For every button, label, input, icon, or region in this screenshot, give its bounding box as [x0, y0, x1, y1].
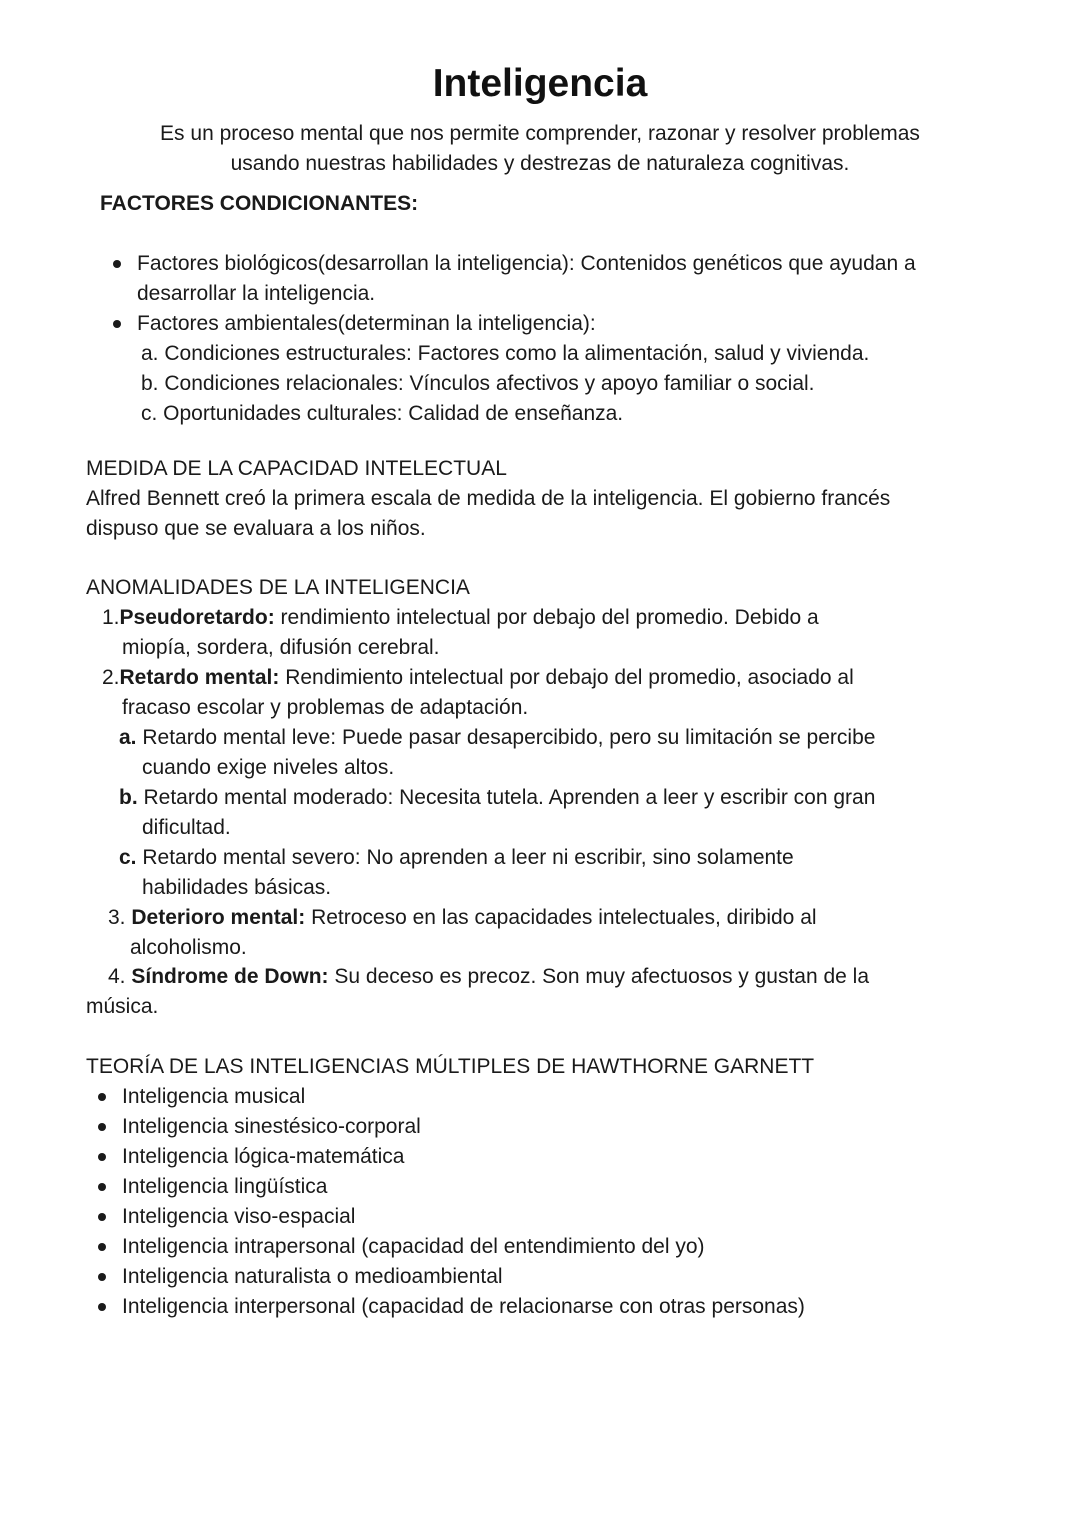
item-text: Retroceso en las capacidades intelectuales, diribido al [305, 906, 817, 929]
factor-ambiental [137, 309, 596, 339]
teoria-heading: TEORÍA DE LAS INTELIGENCIAS MÚLTIPLES DE HAWTHORNE GARNETT [86, 1055, 815, 1078]
factor-biologico-cont: desarrollar la inteligencia. [137, 282, 376, 305]
medida-heading: MEDIDA DE LA CAPACIDAD INTELECTUAL [86, 457, 507, 480]
medida-line: dispuso que se evaluara a los niños. [86, 517, 426, 540]
sub-item-b: b. Condiciones relacionales: Vínculos afectivos y apoyo familiar o social. [141, 372, 815, 395]
bullet-item: Inteligencia naturalista o medioambiental [122, 1262, 503, 1292]
anomalia-item-2 [102, 663, 854, 693]
bullet-item: Inteligencia intrapersonal (capacidad del entendimiento del yo) [122, 1232, 705, 1262]
anomalia-item-1-cont: miopía, sordera, difusión cerebral. [122, 636, 440, 659]
item-term: Retardo mental: [119, 666, 280, 689]
retardo-leve [119, 723, 875, 753]
sub-label: c. [119, 846, 137, 869]
item-number: 1. [102, 606, 120, 629]
page-title: Inteligencia [432, 62, 648, 105]
anomalias-heading: ANOMALIDADES DE LA INTELIGENCIA [86, 576, 470, 599]
retardo-moderado-cont: dificultad. [142, 816, 231, 839]
sub-item-a: a. Condiciones estructurales: Factores como la alimentación, salud y vivienda. [141, 342, 870, 365]
bullet-item: Inteligencia musical [122, 1082, 305, 1112]
bullet-item: Inteligencia lingüística [122, 1172, 327, 1202]
list-item [122, 1082, 305, 1112]
factor-biologico [137, 249, 916, 279]
item-number: 2. [102, 666, 120, 689]
bullet-item: Inteligencia interpersonal (capacidad de relacionarse con otras personas) [122, 1292, 805, 1322]
sub-text: Retardo mental moderado: Necesita tutela. Aprenden a leer y escribir con gran [137, 786, 876, 809]
anomalia-item-4 [108, 962, 869, 992]
list-item [122, 1172, 327, 1202]
item-text: Rendimiento intelectual por debajo del promedio, asociado al [279, 666, 854, 689]
anomalia-item-4-cont: música. [86, 995, 159, 1018]
bullet-item: Inteligencia lógica-matemática [122, 1142, 404, 1172]
retardo-severo [119, 843, 794, 873]
intro-line: Es un proceso mental que nos permite comprender, razonar y resolver problemas [160, 122, 920, 145]
list-item [122, 1202, 355, 1232]
anomalia-item-2-cont: fracaso escolar y problemas de adaptación. [122, 696, 529, 719]
item-term: Síndrome de Down: [131, 965, 329, 988]
item-term: Deterioro mental: [131, 906, 306, 929]
item-text: Su deceso es precoz. Son muy afectuosos y gustan de la [328, 965, 870, 988]
bullet-item: Factores ambientales(determinan la inteligencia): [137, 309, 596, 339]
sub-item-c: c. Oportunidades culturales: Calidad de enseñanza. [141, 402, 624, 425]
list-item [122, 1262, 503, 1292]
list-item [122, 1112, 421, 1142]
list-item [122, 1142, 404, 1172]
intro-line: usando nuestras habilidades y destrezas de naturaleza cognitivas. [230, 152, 850, 175]
intro-paragraph [100, 119, 980, 179]
factores-heading: FACTORES CONDICIONANTES: [100, 192, 419, 215]
list-item [122, 1232, 705, 1262]
sub-label: a. [119, 726, 137, 749]
sub-text: Retardo mental severo: No aprenden a leer ni escribir, sino solamente [136, 846, 794, 869]
retardo-moderado [119, 783, 875, 813]
anomalia-item-3 [108, 903, 817, 933]
anomalia-item-1 [102, 603, 819, 633]
bullet-item: Inteligencia viso-espacial [122, 1202, 355, 1232]
list-item [122, 1292, 805, 1322]
retardo-severo-cont: habilidades básicas. [142, 876, 332, 899]
item-text: rendimiento intelectual por debajo del promedio. Debido a [274, 606, 819, 629]
item-term: Pseudoretardo: [119, 606, 275, 629]
bullet-item: Inteligencia sinestésico-corporal [122, 1112, 421, 1142]
medida-line: Alfred Bennett creó la primera escala de medida de la inteligencia. El gobierno francés [86, 487, 891, 510]
sub-text: Retardo mental leve: Puede pasar desapercibido, pero su limitación se percibe [136, 726, 876, 749]
retardo-leve-cont: cuando exige niveles altos. [142, 756, 395, 779]
anomalia-item-3-cont: alcoholismo. [130, 936, 247, 959]
item-number: 4. [108, 965, 132, 988]
bullet-item: Factores biológicos(desarrollan la inteligencia): Contenidos genéticos que ayudan a [137, 249, 916, 279]
sub-label: b. [119, 786, 138, 809]
item-number: 3. [108, 906, 132, 929]
